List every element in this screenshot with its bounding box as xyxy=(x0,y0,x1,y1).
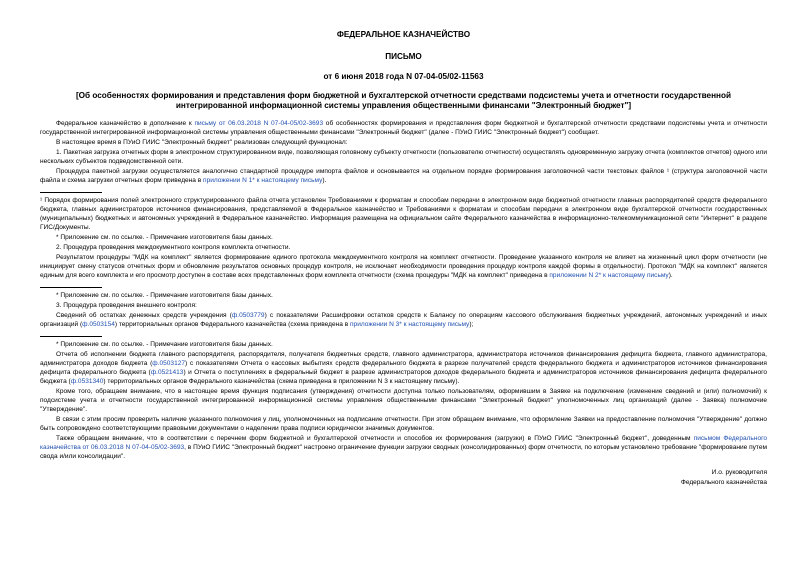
paragraph-restriction xyxy=(40,434,767,461)
note-appendix: * Приложение см. по ссылке. - Примечание изготовителя базы данных. xyxy=(56,234,273,241)
paragraph-functionality: В настоящее время в ПУиО ГИИС "Электронный бюджет" реализован следующий функционал: xyxy=(56,139,348,146)
text: ) с показателями Расшифровки остатков средств к Балансу по операциям кассового обслуживания бюджетных учреждений, автономных учреждений и иных организаций ( xyxy=(40,312,767,328)
text: ) с показателями Отчета о кассовых выбытиях средств федерального бюджета в разрезе получателей средств федерального бюджета и администраторов источников финансирования дефицита федерального бюджета ( xyxy=(40,360,767,376)
link-form-0503779[interactable]: ф.0503779 xyxy=(231,312,265,319)
note-appendix: * Приложение см. по ссылке. - Примечание изготовителя базы данных. xyxy=(56,341,273,348)
text: ). xyxy=(322,177,327,184)
text: Отчета об исполнении бюджета главного распорядителя, распорядителя, получателя бюджетных средств, главного администратора, администратора источников финансирования дефицита бюджета, главного администратора, администратора доходов бюджета ( xyxy=(40,351,767,367)
text: ); xyxy=(469,321,474,328)
paragraph-balances xyxy=(40,311,767,329)
organization-title: ФЕДЕРАЛЬНОЕ КАЗНАЧЕЙСТВО xyxy=(336,30,471,39)
paragraph-authority-check: В связи с этим просим проверить наличие указанного полномочия у лиц, уполномоченных на подписание отчетности. При этом обращаем внимание, что оформление Заявки на предоставление полномочия "Утверждение" должно быть сопровождено соответствующими правовыми документами о наделении права подписи юридически значимых документов. xyxy=(40,416,767,432)
paragraph-signing: Кроме того, обращаем внимание, что в настоящее время функция подписания (утверждения) отчетности доступна только пользователям, оформившим в Заявке на подключение (изменение сведений и (или) полномочий) к подсистеме учета и отчетности государственной интегрированной информационной системы управления общественными финансами "Электронный бюджет" уполномоченных лиц организаций (далее - Заявка) полномочие "Утверждение". xyxy=(40,388,767,413)
note-appendix: * Приложение см. по ссылке. - Примечание изготовителя базы данных. xyxy=(56,292,273,299)
document-date-number: от 6 июня 2018 года N 07-04-05/02-11563 xyxy=(323,72,484,81)
link-letter-reference[interactable]: письму от 06.03.2018 N 07-04-05/02-3693 xyxy=(194,120,324,127)
text: ) территориальных органов Федерального казначейства (схема приведена в приложении N 3 к настоящему письму). xyxy=(103,378,460,385)
text: Федеральное казначейство в дополнение к xyxy=(56,120,195,127)
document-kind: ПИСЬМО xyxy=(385,52,422,61)
link-appendix-3[interactable]: приложении N 3* к настоящему письму xyxy=(350,321,470,328)
text: Результатом процедуры "МДК на комплект" является формирование единого протокола междокументного контроля на комплект отчетности. Проведение указанного контроля не влияет на жизненный цикл форм отчетности (не инициирует смену статусов отчетных форм и обновление результатов основных процедур контроля, не исключает необходимости проведения процедур контроля каждой формы в отдельности). Протокол "МДК на комплект" является единым для всего комплекта и его просмотр доступен в составе всех представленных форм комплекта отчетности (схема процедуры "МДК на комплект" приведена в xyxy=(40,254,767,279)
text: ) территориальных органов Федерального казначейства (схема приведена в xyxy=(114,321,351,328)
text: Сведений об остатках денежных средств учреждения ( xyxy=(56,312,232,319)
signature-block xyxy=(40,468,767,487)
paragraph-item-2: 2. Процедура проведения междокументного контроля комплекта отчетности. xyxy=(56,244,291,251)
link-letter-reference-2[interactable]: письмом Федерального казначейства от 06.03.2018 N 07-04-05/02-3693 xyxy=(40,435,767,451)
signature-org: Федерального казначейства xyxy=(680,478,767,486)
document-subject: [Об особенностях формирования и представления форм бюджетной и бухгалтерской отчетности средствами подсистемы учета и отчетности государственной интегрированной информационной системы управления общественными финансами "Электронный бюджет"] xyxy=(75,91,732,110)
footnote-separator xyxy=(40,336,102,337)
signature-role: И.о. руководителя xyxy=(711,469,767,476)
text: об особенностях формирования и представления форм бюджетной и бухгалтерской отчетности средствами подсистемы учета и отчетности государственной интегрированной информационной системы управления общественными финансами "Электронный бюджет" (далее - ПУиО ГИИС "Электронный бюджет") сообщает. xyxy=(40,120,767,136)
text: , в ПУиО ГИИС "Электронный бюджет" настроено ограничение функции загрузки сводных (консолидированных) форм отчетности, по которым установлено требование "формирование путем свода и/или консолидации". xyxy=(40,444,767,460)
link-form-0521413[interactable]: ф.0521413 xyxy=(150,369,184,376)
link-form-0531340[interactable]: ф.0531340 xyxy=(70,378,104,385)
paragraph-budget-report xyxy=(40,350,767,386)
footnote-separator xyxy=(40,287,102,288)
paragraph-batch-load xyxy=(40,167,767,185)
text: ) и Отчета о поступлениях в федеральный бюджет в разрезе администраторов доходов федерального бюджета и администраторов источников финансирования дефицита федерального бюджета ( xyxy=(40,369,767,385)
paragraph-intro xyxy=(40,119,767,137)
paragraph-item-1: 1. Пакетная загрузка отчетных форм в электронном структурированном виде, позволяющая головному субъекту отчетности (пользователю отчетности) осуществлять одновременную загрузку отчета (комплектов отчетов) одного или нескольких субъектов подведомственной сети. xyxy=(40,149,767,165)
link-form-0503154[interactable]: ф.0503154 xyxy=(82,321,115,328)
link-appendix-2[interactable]: приложении N 2* к настоящему письму xyxy=(549,272,669,279)
paragraph-item-3: 3. Процедура проведения внешнего контроля: xyxy=(56,302,197,309)
text: Также обращаем внимание, что в соответствии с перечнем форм бюджетной и бухгалтерской отчетности и способов их формирования (загрузки) в ПУиО ГИИС "Электронный бюджет", доведенным xyxy=(56,435,694,442)
footnote-separator xyxy=(40,192,102,193)
footnote-1: ¹ Порядок формирования полей электронного структурированного файла отчета установлен Требованиями к форматам и способам передачи в электронном виде бюджетной отчетности главных распорядителей средств федерального бюджета, главных администраторов источников финансирования, представляемой в Федеральное казначейство и Требованиями к форматам и способам передачи в электронном виде бухгалтерской отчетности государственных (муниципальных) бюджетных и автономных учреждений в Федеральное казначейство. Информация размещена на официальном сайте Федерального казначейства в информационно-телекоммуникационной сети "Интернет" в разделе ГИС/Документы. xyxy=(40,197,767,231)
link-appendix-1[interactable]: приложении N 1* к настоящему письму xyxy=(203,177,323,184)
link-form-0503127[interactable]: ф.0503127 xyxy=(152,360,185,367)
text: Процедура пакетной загрузки осуществляется аналогично стандартной процедуре импорта файлов и основывается на отдельном порядке формирования заголовочной части текстовых файлов ¹ (структура заголовочной части файла и схема загрузки отчетных форм приведена в xyxy=(40,168,767,184)
text: ). xyxy=(668,272,673,279)
paragraph-mdk xyxy=(40,253,767,280)
